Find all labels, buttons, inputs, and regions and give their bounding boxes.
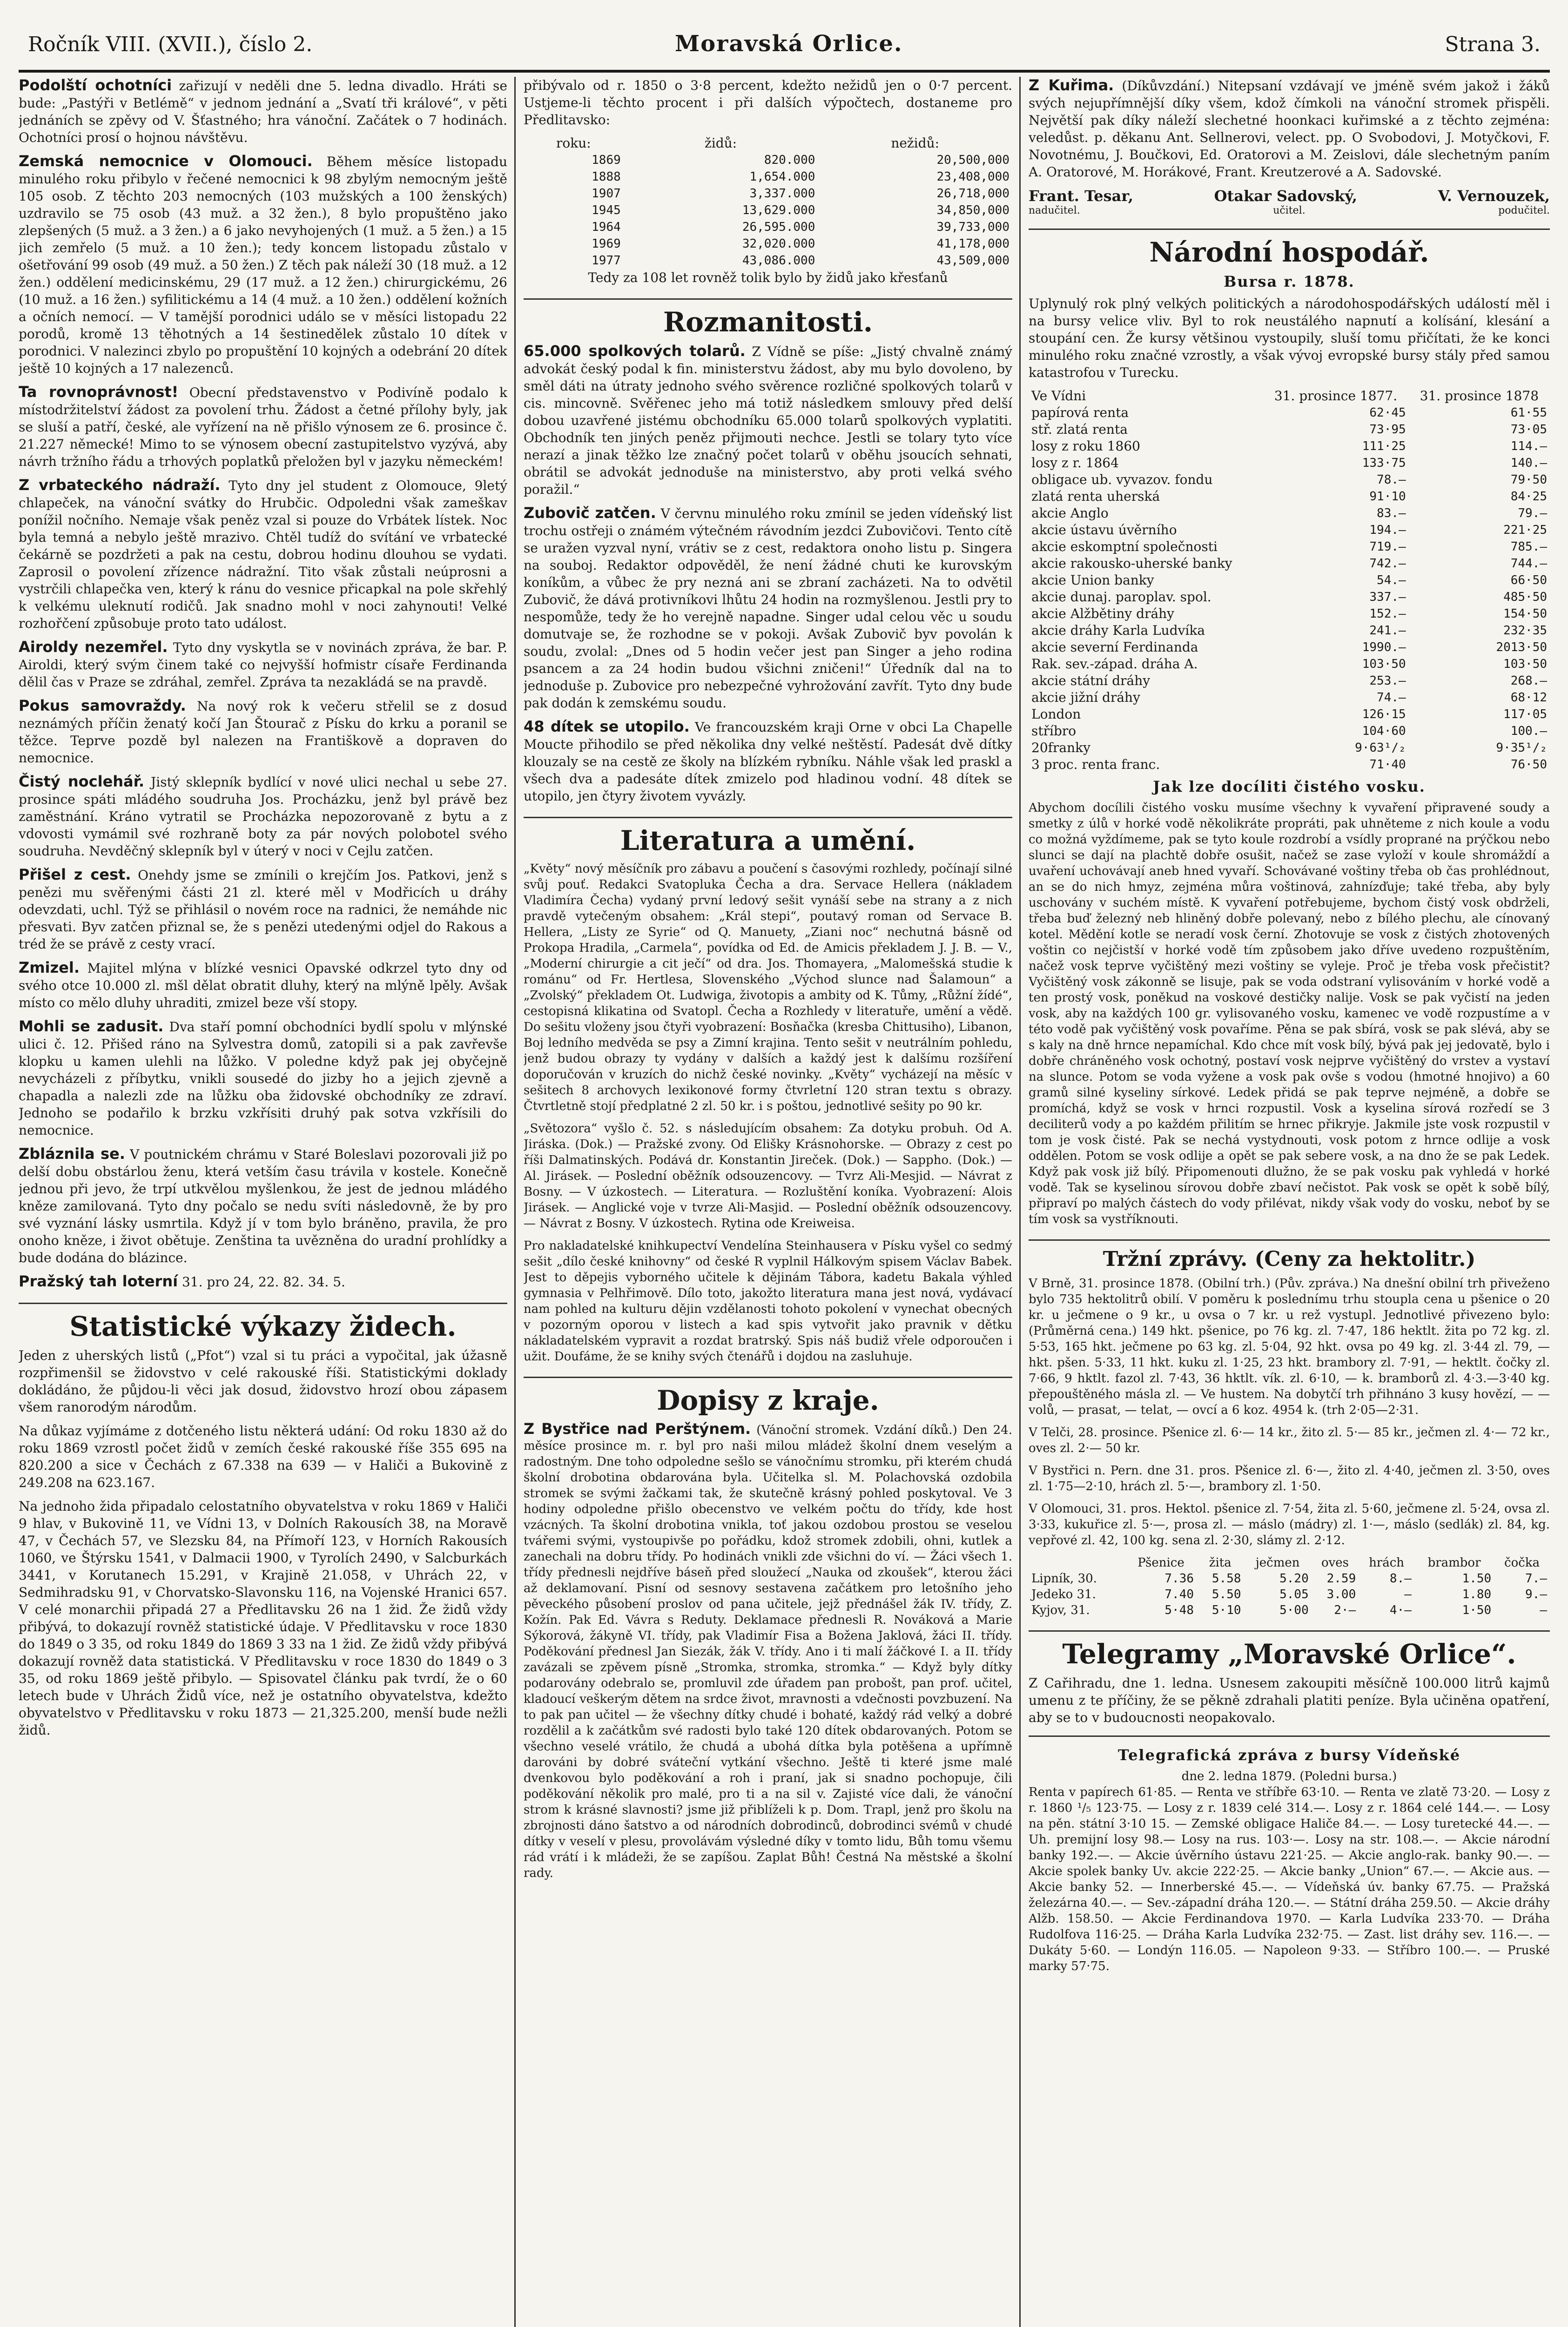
article-heading: Z vrbateckého nádraží.: [19, 476, 221, 494]
table-cell: obligace ub. vyvazov. fondu: [1031, 472, 1213, 487]
table-header: [1029, 1555, 1125, 1571]
table-cell: 5.58: [1211, 1572, 1241, 1586]
table-cell: 54.—: [1377, 573, 1406, 587]
table-cell: —: [1404, 1587, 1412, 1601]
table-cell: Jedeko 31.: [1031, 1587, 1096, 1601]
article-heading: Zubovič zatčen.: [524, 504, 656, 522]
table-row: [1029, 673, 1550, 689]
table-cell: 26,718,000: [936, 187, 1009, 201]
table-cell: 103·50: [1503, 657, 1547, 671]
table-header: židů:: [705, 135, 737, 151]
table-header: 31. prosince 1878: [1420, 388, 1539, 404]
table-cell: 34,850,000: [936, 203, 1009, 217]
table-cell: zlatá renta uherská: [1031, 489, 1160, 504]
article-text: „Květy“ nový měsíčník pro zábavu a poučení s časovými rozhledy, počínají silné svůj pouť. Redakci Svatopluka Čecha a dra. Servace Hellera (nákladem Vladimíra Čecha) vydaný první ledový sešit vynáší sebe na strany a z nich pravdě vytečeným obsahem: „Král stepi“, poutavý roman od Servace B. Hellera, „Listy ze Syrie“ od Q. Manuety, „Ziani noc“ nechutná básně od Prokopa Hradila, „Carmela“, povídka od Ed. de Amicis překladem J. J. B. — V., „Moderní chirurgie a cit ječí“ od dra. Jos. Thomayera, „Malomešská studie k románu“ od Fr. Hertlesa, Slovenského „Východ slunce nad Šalamoun“ a „Zvolský“ překladem Ot. Ludwiga, životopis a ambity od K. Tůmy, „Růžní žídé“, cestopisná klikatina od Svatopl. Čecha a Rozhledy v literatuře, umění a vědě. Do sešitu vloženy jsou čtyři vyobrazení: Bosňačka (kresba Chittusiho), Libanon, Boj ledního medvěda se psy a Zimní krajina. Tento sešit v neutrálním pohledu, jenž budou obrazy ty vydány v dalších a každý jest k dalšímu rozšíření doporučován v kruzích do nichž české novinky. „Květy“ vycházejí na měsíc v sešitech 8 archovych lexikonové formy čtvrletní 120 stran textu s obrazy. Čtvrtletně stojí předplatné 2 zl. 50 kr. i s poštou, jednotlivé sešity po 90 kr.: [524, 862, 1012, 1113]
table-cell: 2.59: [1326, 1572, 1356, 1586]
signature-role: podučitel.: [1498, 205, 1550, 216]
table-cell: 5·10: [1211, 1603, 1241, 1617]
table-cell: 111·25: [1362, 439, 1406, 453]
article-text: Z Cařihradu, dne 1. ledna. Usnesem zakoupiti měsíčně 100.000 litrů kajmů umenu z te příčiny, že se pěkně zdrahali platiti peníze. Byla učiněna opatření, aby se to v budoucnosti neopakovalo.: [1029, 1675, 1550, 1725]
table-header: roku:: [556, 135, 591, 151]
table-cell: akcie Anglo: [1031, 505, 1109, 521]
article-text: Jistý sklepník bydlící v nové ulici nechal u sebe 27. prosince spáti mládého soudruha Jos. Procházku, jenž byl právě bez zaměstnání. Kráno vytratil se Procházka nepozorovaně z bytu a z vdovosti vymámil své rozhraně boty za pár nových polobotel svého soudruha. Nevděčný sklepník byl v úterý v noci v Cejlu zatčen.: [19, 774, 507, 859]
table-note: Tedy za 108 let rovněž tolik bylo by židů jako křesťanů: [588, 270, 948, 285]
article-airoldy: [19, 639, 507, 691]
table-cell: 154·50: [1503, 607, 1547, 621]
table-cell: 100.—: [1510, 724, 1547, 738]
table-cell: 253.—: [1369, 674, 1406, 688]
table-row: [1029, 572, 1550, 589]
table-row: [524, 168, 1012, 185]
table-cell: 5·00: [1279, 1603, 1309, 1617]
article-heading: Zemská nemocnice v Olomouci.: [19, 152, 313, 170]
article-text: zařizují v neděli dne 5. ledna divadlo. Hráti se bude: „Pastýři v Betlémě“ v jednom jednání a „Svatí tři králové“, v pěti jednáních se zpěvy od V. Šťastného; hra vánoční. Začátek o 7 hodinách. Ochotníci prosí o hojnou návštěvu.: [19, 78, 507, 145]
page-number: Strana 3.: [1445, 33, 1541, 56]
table-cell: 20franky: [1031, 740, 1090, 755]
table-cell: 78.—: [1377, 473, 1406, 487]
section-heading-statistika: Statistické výkazy židech.: [19, 1303, 507, 1342]
article-text: V červnu minulého roku zmínil se jeden vídeňský list trochu ostřeji o známém výtečném rávodním jezdci Zubovičovi. Tento cítě se uražen vyzval nyní, vrátiv se z cest, redaktora onoho listu p. Singera na souboj. Redaktor odpověděl, že není žádné chuti ke kurovským koníkům, a vůbec že pry nezná ani se zbraní zacházeti. Na to odvětil Zubovič, že dává protivníkovi lhůtu 24 hodin na rozmyšlenou. Jestli pry to nespomůže, tedy že ho verejně napadne. Singer udal celou věc u soudu domutvaje se, že rozhodne se v pokoji. Avšak Zubovič byv povolán k soudu, zvolal: „Dnes od 5 hodin večer jest pan Singer a jeho rodina psancem a za 24 hodin budou všichni zničeni!“ Úředník dal na to jednoduše p. Zubovice pro nebezpečné vyhrožování zavřít. Tyto dny bude pak dodán k zemskému soudu.: [524, 506, 1012, 711]
article-heading: Ta rovnoprávnost!: [19, 383, 179, 401]
table-cell: 221·25: [1503, 523, 1547, 537]
table-row: [524, 252, 1012, 269]
article-text: V Brně, 31. prosince 1878. (Obilní trh.) (Pův. zpráva.) Na dnešní obilní trh přiveženo bylo 735 hektolitrů obilí. V poměru k poslednímu trhu stoupla cena u pšenice o 20 kr. u ječmene o 9 kr., u ovsa o 7 kr. u rež vystupl. Jednotlivé přivezeno bylo: (Průměrná cena.) 149 hkt. pšenice, po 76 kg. zl. 7·47, 186 hektlt. žita po 72 kg. zl. 5·53, 165 hkt. ječmene po 63 kg. zl. 5·04, 92 hkt. ovsa po 49 kg. zl. 3·44 zl. 79, — hkt. pšen. 5·33, 11 hkt. kuku zl. 1·25, 23 hkt. brambory zl. 7·91, — hektlt. čočky zl. 7·66, 9 hktlt. fazol zl. 7·43, 36 hktlt. vík. zl. 6·10, — k. bramborů zl. 4·3.—3·40 kg. přepouštěného másla zl. — Ve hustem. Na dobytčí trh přihnáno 3 kusy hovězí, — — volů, — prasat, — telat, — ovcí a 6 koz. 4954 k. (trh 2·05—2·31.: [1029, 1277, 1550, 1417]
table-cell: 337.—: [1369, 590, 1406, 604]
table-cell: 39,733,000: [936, 220, 1009, 234]
table-cell: 9·63¹/₂: [1355, 741, 1406, 755]
section-heading-rozmanitosti: Rozmanitosti.: [524, 298, 1012, 338]
article-heading: Z Kuřima.: [1029, 77, 1114, 94]
table-cell: 3,337.000: [749, 187, 815, 201]
table-header: hrách: [1369, 1556, 1405, 1570]
stock-table: [1029, 388, 1550, 773]
table-cell: 5·48: [1164, 1603, 1194, 1617]
column-middle: [524, 77, 1012, 2327]
table-cell: 62·45: [1369, 406, 1406, 420]
table-cell: Lipník, 30.: [1031, 1572, 1097, 1586]
table-cell: 71·40: [1369, 758, 1406, 772]
market-report: V Olomouci, 31. pros. Hektol. pšenice zl. 7·54, žita zl. 5·60, ječmene zl. 5·24, ovsa zl. 3·33, kukuřice zl. 5·—, prosa zl. — máslo (mádry) zl. 1·—, máslo (sedlák) zl. 84, kg. vepřové zl. 42, 100 kg. sena zl. 2·30, slámy zl. 2·12.: [1029, 1502, 1550, 1547]
signature-role: nadučitel.: [1029, 205, 1080, 216]
article-heading: Pražský tah loterní: [19, 1272, 178, 1290]
table-cell: Kyjov, 31.: [1031, 1603, 1090, 1617]
table-cell: 133·75: [1362, 456, 1406, 470]
article-text: Na jednoho žida připadalo celostatního obyvatelstva v roku 1869 v Haliči 9 hlav, v Bukovině 11, ve Vídni 13, v Dolních Rakousích 38, na Moravě 47, v Čechách 57, ve Slezsku 84, na Přímoří 123, v Horních Rakousích 1060, ve Štýrsku 1541, v Dalmacii 1900, v Tyrolích 2490, v Salcburkách 3441, v Korutanech 15.291, v Krajině 21.058, v Uhrách 22, v Sedmihradsku 91, v Chorvatsko-Slavonsku 116, na Vojenské Hranici 657. V celé monarchii připadá 27 a Předlitavsku 26 na 1 žid. Že židů vždy přibývá, to dokazují rovněž statistické údaje. V Předlitavsku v roce 1830 do 1849 o 3 35, od roku 1849 do 1869 3 33 na 1 žid. Ze židů vždy přibývá dokazují rovněž data statistická. V Předlitavsku v roce 1830 do 1849 o 3 35, od roku 1869 ještě přibylo. — Spisovatel článku pak tvrdí, že o 60 letech bude v Uhrách Židů více, než je ostatního obyvatelstva, kdežto obyvatelstvo v Předlitavsku v roku 1873 — 21,325.200, menší bude nežli židů.: [19, 1499, 507, 1738]
table-row: [1029, 605, 1550, 622]
table-header: ječmen: [1255, 1556, 1300, 1570]
market-table: [1029, 1555, 1550, 1618]
article-heading: Zbláznila se.: [19, 1145, 125, 1163]
table-cell: akcie rakousko-uherské banky: [1031, 556, 1232, 571]
table-cell: 241.—: [1369, 624, 1406, 638]
article-text: Onehdy jsme se zmínili o krejčím Jos. Patkovi, jenž s penězi mu svěřenými části 21 zl. které měl v Modřicích u dráhy odevzdati, uchl. Týž se přihlásil o novém roce na radnici, že nemáhde nic přesvati. Byv zatčen přiznal se, že s penězi utedenými odjel do Rakous a tréd že se právě z cesty vrací.: [19, 868, 507, 952]
table-cell: akcie severní Ferdinanda: [1031, 639, 1198, 655]
table-cell: akcie dráhy Karla Ludvíka: [1031, 623, 1205, 638]
market-report: V Bystřici n. Pern. dne 31. pros. Pšenice zl. 6·—, žito zl. 4·40, ječmen zl. 3·50, oves zl. 1·75—2·10, hrách zl. 5·—, brambory zl. 1·50.: [1029, 1464, 1550, 1493]
column-divider: [1019, 77, 1021, 2327]
article-heading: Čistý noclehář.: [19, 773, 145, 790]
table-header: oves: [1321, 1556, 1349, 1570]
table-header: čočka: [1504, 1556, 1540, 1570]
article-heading: 65.000 spolkových tolarů.: [524, 342, 746, 360]
table-cell: 7.36: [1164, 1572, 1194, 1586]
table-row: [1029, 756, 1550, 773]
column-right: [1029, 77, 1550, 2327]
table-cell: 194.—: [1369, 523, 1406, 537]
table-cell: London: [1031, 706, 1081, 722]
table-header-row: [524, 135, 1012, 152]
table-cell: 1990.—: [1362, 640, 1406, 654]
column-divider: [514, 77, 516, 2327]
subheading-date: dne 2. ledna 1879. (Poledni bursa.): [1181, 1769, 1397, 1783]
table-cell: 23,408,000: [936, 170, 1009, 184]
table-cell: 68·12: [1510, 691, 1547, 705]
table-cell: 785.—: [1510, 540, 1547, 554]
article-loterie: [19, 1273, 507, 1291]
header-rule: [19, 70, 1550, 73]
signature: V. Vernouzek,: [1438, 187, 1550, 205]
table-cell: akcie jižní dráhy: [1031, 690, 1140, 705]
article-zmizel: [19, 959, 507, 1011]
table-row: [1029, 706, 1550, 723]
article-podolsti: [19, 77, 507, 146]
table-cell: 1888: [592, 170, 621, 184]
table-cell: 3 proc. renta franc.: [1031, 757, 1160, 772]
subheading-vosk: Jak lze docíliti čistého vosku.: [1153, 778, 1426, 795]
article-text: Obecní představenstvo v Podivíně podalo k místodržitelství žádost za povolení trhu. Žádost a četné přílohy byly, jak se sluší a patří, české, ale vyřízení na ně přišlo výnosem ze 6. prosince č. 21.227 německé! Mimo to se výnosem obecní zastupitelstvo vyzývá, aby návrh tržního řádu a trhových poplatků přeložen byl v jazyku německém!: [19, 385, 507, 469]
article-vrbatky: [19, 477, 507, 632]
table-row: [524, 202, 1012, 219]
table-cell: 83.—: [1377, 506, 1406, 520]
table-cell: 20,500,000: [936, 153, 1009, 167]
table-cell: 1.80: [1462, 1587, 1492, 1601]
table-header: žita: [1209, 1556, 1232, 1570]
table-cell: 232·35: [1503, 624, 1547, 638]
signature: Otakar Sadovský,: [1214, 187, 1357, 205]
table-cell: 74.—: [1377, 691, 1406, 705]
table-cell: 140.—: [1510, 456, 1547, 470]
table-cell: akcie státní dráhy: [1031, 673, 1151, 688]
newspaper-title: Moravská Orlice.: [675, 31, 903, 57]
table-row: [1029, 421, 1550, 438]
article-samovrazda: [19, 697, 507, 767]
article-text: Na nový rok k večeru střelil se z dosud neznámých příčin ženatý kočí Jan Štourač z Písku do krku a poranil se těžce. Teprve pozdě byl nalezen na Františkově a dopraven do nemocnice.: [19, 699, 507, 766]
table-cell: 4·—: [1389, 1603, 1412, 1617]
article-heading: Zmizel.: [19, 959, 80, 976]
table-cell: 8.—: [1389, 1572, 1412, 1586]
table-cell: 1969: [592, 237, 621, 251]
table-cell: 91·10: [1369, 490, 1406, 504]
table-row: [524, 219, 1012, 235]
article-heading: 48 dítek se utopilo.: [524, 718, 690, 735]
table-cell: 3.00: [1326, 1587, 1356, 1601]
article-text: Renta v papírech 61·85. — Renta ve stříbře 63·10. — Renta ve zlatě 73·20. — Losy z r. 1860 ¹/₅ 123·75. — Losy z r. 1839 celé 314.—. Losy z r. 1864 celé 144.—. — Losy na pěn. státní 3·10 15. — Zemské obligace Haliče 84.—. — Losy turetecké 44.—. — Uh. premijní losy 98.— Losy na rus. 103·—. Losy na str. 108.—. — Akcie národní banky 192.—. — Akcie úvěrního ústavu 221·25. — Akcie anglo-rak. banky 90.—. — Akcie spolek banky Uv. akcie 222·25. — Akcie banky „Union“ 67.—. — Akcie aus. — Akcie banky 52. — Innerberské 45.—. — Vídeňská úv. banky 67.75. — Pražská železárna 40.—. — Sev.-západní dráha 120.—. — Státní dráha 259.50. — Akcie dráhy Alžb. 158.50. — Akcie Ferdinandova 1970. — Karla Ludvíka 233·70. — Dráha Rudolfova 116·25. — Dráha Karla Ludvíka 232·75. — Zast. list dráhy sev. 116.—. — Dukáty 5·60. — Londýn 116.05. — Napoleon 9·33. — Stříbro 100.—. — Pruské marky 57·75.: [1029, 1785, 1550, 1973]
article-tolary: [524, 343, 1012, 498]
table-cell: akcie ústavu úvěrního: [1031, 522, 1177, 538]
table-cell: 126·15: [1362, 707, 1406, 721]
table-row: [1029, 689, 1550, 706]
article-text: Z Vídně se píše: „Jistý chvalně známý advokát český podal k fin. ministerstvu žádost, aby mu bylo dovoleno, by směl dáti na útraty jednoho svého svěrence rozličné spolkových tolarů v cis. mincovně. Svěřenec jeho má totiž následkem smlouvy před delší dobou uzavřené jistému obchodníku 65.000 tolarů spolkových vyplatiti. Obchodník ten jiných peněz přijmouti nechce. Jestli se tolary tyto více nerazí a jinak těžko lze značný počet tolarů v oběhu jsoucích sehnati, obrátil se advokát jednoduše na ministerstvo, aby proti velká svého poražil.“: [524, 344, 1012, 497]
table-cell: stříbro: [1031, 723, 1077, 739]
table-cell: 1964: [592, 220, 621, 234]
table-cell: 1945: [592, 203, 621, 217]
table-cell: 73·05: [1510, 423, 1547, 437]
article-text: Dva staří pomní obchodníci bydlí spolu v mlýnské ulici č. 12. Přišed ráno na Sylvestra domů, zatopili si a pak zavřevše klopku u kamen ulehli na lůžko. V poledne když pak jej obyčejně nevycházeli z příbytku, vnikli sousedé do jizby ho a jejich zjevně a chapadla a nalezli zde na lůžku oba židovské obchodníky ze zdraví. Jednoho se podařilo k brzku vzkřísiti druhý pak sotva vzkřísili do nemocnice.: [19, 1019, 507, 1138]
section-heading-literatura: Literatura a umění.: [524, 817, 1012, 856]
article-zadusit: [19, 1018, 507, 1139]
article-kurim: [1029, 77, 1550, 181]
table-cell: —: [1540, 1603, 1547, 1617]
table-cell: 820.000: [764, 153, 815, 167]
table-cell: 43,509,000: [936, 254, 1009, 268]
table-cell: 1·50: [1462, 1603, 1492, 1617]
table-cell: 5.05: [1279, 1587, 1309, 1601]
table-cell: akcie dunaj. paroplav. spol.: [1031, 589, 1211, 605]
table-row: [1029, 656, 1550, 673]
article-text: „Světozora“ vyšlo č. 52. s následujícím obsahem: Za dotyku probuh. Od A. Jiráska. (Dok.) — Pražské zvony. Od Elišky Krásnohorske. — Obrazy z cest po říši Dalmatinských. Podává dr. Konstantin Jireček. (Dok.) — Sappho. (Dok.) — Al. Jirásek. — Poslední oběžník odsouzencovy. — Tvrz Ali-Mesjid. — Návrat z Bosny. — V úzkostech. — Literatura. — Rozluštění koníka. Vyobrazení: Alois Jirásek. — Anglické voje v tvrze Ali-Masjid. — Poslední oběžník odsouzencovy. — Návrat z Bosny. V úzkostech. Rytina ode Kreiweisa.: [524, 1122, 1012, 1231]
table-row: [1029, 639, 1550, 656]
table-header: Pšenice: [1137, 1556, 1184, 1570]
article-text: Tyto dny vyskytla se v novinách zpráva, že bar. P. Airoldi, který svým činem také co nejvyšší hofmistr císaře Ferdinanda dělil čas v Praze se zdráhal, zemřel. Zpráva ta nezakládá se na pravdě.: [19, 640, 507, 690]
signatures: [1029, 187, 1550, 205]
table-cell: 13,629.000: [742, 203, 815, 217]
market-report: V Telči, 28. prosince. Pšenice zl. 6·— 14 kr., žito zl. 5·— 85 kr., ječmen zl. 4·— 72 kr., oves zl. 2·— 50 kr.: [1029, 1426, 1550, 1455]
table-row: [1029, 522, 1550, 538]
table-row: [1029, 622, 1550, 639]
table-cell: 73·95: [1369, 423, 1406, 437]
article-rovnopravnost: [19, 383, 507, 470]
table-cell: 1907: [592, 187, 621, 201]
table-row: [1029, 455, 1550, 471]
article-nemocnice: [19, 153, 507, 377]
table-cell: 114.—: [1510, 439, 1547, 453]
table-cell: Rak. sev.-západ. dráha A.: [1031, 656, 1198, 672]
table-header: 31. prosince 1877.: [1274, 388, 1398, 404]
signature-role: učitel.: [1273, 205, 1306, 216]
table-cell: 84·25: [1510, 490, 1547, 504]
table-row: [1029, 555, 1550, 572]
signature-roles: [1029, 205, 1550, 216]
population-table: [524, 135, 1012, 269]
table-row: [1029, 488, 1550, 505]
table-cell: 7.—: [1525, 1572, 1547, 1586]
article-heading: Mohli se zadusit.: [19, 1017, 164, 1035]
subheading-bursa: Bursa r. 1878.: [1224, 273, 1355, 290]
table-cell: 1.50: [1462, 1572, 1492, 1586]
table-cell: 5.20: [1279, 1572, 1309, 1586]
article-text: V poutnickém chrámu v Staré Boleslavi pozorovali již po delší dobu obstárlou ženu, která vetším času trávila v kostele. Konečně jednou při jevo, že trpí utkvělou myšlenkou, že jest de jednou mládého kněze zamilovaná. Tyto dny počalo se nedu svíti následovně, že by pro své vyznání lásky usmrtila. Když jí v tom bylo bráněno, pravila, že pro onoho kněze, i život obětuje. Zenština ta uvězněna do uradní prohlídky a bude dodána do blázince.: [19, 1147, 507, 1265]
article-bystrice: [524, 1421, 1012, 1881]
article-zubovic: [524, 504, 1012, 712]
table-cell: stř. zlatá renta: [1031, 422, 1128, 437]
article-zblaznila: [19, 1145, 507, 1266]
article-text: 31. pro 24, 22. 82. 34. 5.: [182, 1274, 345, 1290]
table-cell: 152.—: [1369, 607, 1406, 621]
table-header-row: [1029, 388, 1550, 404]
article-ditky: [524, 718, 1012, 805]
article-heading: Airoldy nezemřel.: [19, 638, 168, 656]
section-heading-hospodar: Národní hospodář.: [1029, 229, 1550, 268]
table-row: [1029, 1571, 1550, 1587]
article-heading: Z Bystřice nad Perštýnem.: [524, 1420, 751, 1438]
table-row: [1029, 1602, 1550, 1618]
table-cell: 1,654.000: [749, 170, 815, 184]
table-cell: 32,020.000: [742, 237, 815, 251]
table-header: Ve Vídni: [1031, 388, 1086, 404]
article-text: přibývalo od r. 1850 o 3·8 percent, kdežto nežidů jen o 0·7 percent. Ustjeme-li těchto procent i při dalších výpočtech, dostaneme pro Předlitavsko:: [524, 78, 1012, 128]
table-row: [524, 152, 1012, 168]
table-cell: 268.—: [1510, 674, 1547, 688]
article-text: Jeden z uherských listů („Pfot“) vzal si tu práci a vypočital, jak úžasně rozpřimenšil se židovstvo v celé rakouské říši. Statistickými doklady dokládáno, že půjdou-li věci jak dosud, židovstvo hrozí obou zápasem všem ranorodým národům.: [19, 1348, 507, 1415]
table-cell: 104·60: [1362, 724, 1406, 738]
table-cell: 2013·50: [1496, 640, 1547, 654]
table-cell: 5.50: [1211, 1587, 1241, 1601]
table-cell: 103·50: [1362, 657, 1406, 671]
article-text: Pro nakladatelské knihkupectví Vendelína Steinhausera v Písku vyšel co sedmý sešit „dílo české knihovny“ od české R vyplnil Hálkovým spisem Václav Babek. Jest to děpejis vyborného učitele k dějinám Tábora, kadetu Bakala výhled gymnasia v Pelhřimově. Dílo toto, jakožto literatura mana jest nová, vydávací nam pohled na kulturu dějin vzdělanosti tohoto pokolení v vynechat obecných v pozorným oporou v listech a kad spis vytvořit jako pravnik v dětku nákladatelském vypravit a rozdat bratrský. Spis náš budiž vřele odporoučen i užit. Doufáme, že se knihy svých čtenářů i dojdou na zasluhuje.: [524, 1239, 1012, 1364]
section-heading-telegramy: Telegramy „Moravské Orlice“.: [1029, 1630, 1550, 1670]
table-cell: akcie Alžbětiny dráhy: [1031, 606, 1175, 621]
article-text: Tyto dny jel student z Olomouce, 9letý chlapeček, na vánoční svátky do Hrubčic. Odpoledni však zameškav ponížil nočního. Nemaje však peněz vzal si pouze do Vrbátek lístek. Noc byla temná a nebylo ještě mrazivo. Chtěl tudíž do svítání ve vrbatecké čekárně se pozdržeti a pak na cestu, dobrou hodinu dlouhou se vydati. Zaprosil o povolení zřízence nádražní. Tito však zůstali neúprosni a vystrčili chlapečka ven, který k ránu do vesnice přicapkal na pole skřehlý k velkému uleknutí rodičů. Jak snadno mohl v noci zahynouti! Velké rozhořčení způsobuje proto tato událost.: [19, 478, 507, 631]
subheading-bursa-telegram: Telegrafická zpráva z bursy Vídeňské: [1117, 1746, 1461, 1764]
table-row: [1029, 471, 1550, 488]
divider: [1029, 1735, 1550, 1737]
table-cell: 1977: [592, 254, 621, 268]
issue-number: Ročník VIII. (XVII.), číslo 2.: [28, 33, 313, 56]
article-text: Uplynulý rok plný velkých politických a národohospodářských událostí měl i na bursy velice vliv. Byl to rok neustálého napnutí a kolísání, klesání a stoupání cen. Že kursy většinou vystoupily, sluší tomu přičítati, že ke konci minulého roku značné vzrostly, a však vývoj evropské bursy stály před samou katastrofou v Turecku.: [1029, 296, 1550, 380]
table-row: [524, 185, 1012, 202]
article-prisel: [19, 866, 507, 953]
table-header: brambor: [1427, 1556, 1481, 1570]
table-cell: 26,595.000: [742, 220, 815, 234]
section-heading-dopisy: Dopisy z kraje.: [524, 1377, 1012, 1416]
table-cell: 7.40: [1164, 1587, 1194, 1601]
table-header-row: [1029, 1555, 1550, 1571]
article-text: Majitel mlýna v blízké vesnici Opavské odkrzel tyto dny od svého otce 10.000 zl. mšl dělat obratit dluhy, který na mlýně lpěly. Avšak místo co mělo dluhy uhraditi, zmizel beze vší stopy.: [19, 961, 507, 1010]
table-row: [1029, 740, 1550, 756]
table-cell: akcie eskomptní společnosti: [1031, 539, 1218, 554]
article-text: (Díkůvzdání.) Nitepsaní vzdávají ve jméně svém jakož i žáků svých nejupřímnější díky všem, kdož čímkoli na vánoční stromek přispěli. Největší pak díky náleží slechetné hoonkaci kuřimské a z těchto zejména: veledůst. p. děkanu Ant. Sellnerovi, velect. pp. O Svobodovi, J. Motyčkovi, F. Novotnému, J. Boučkovi, Ed. Oratorovi a M. Zeislovi, dále slechetným paním A. Oratorové, M. Horákové, Frant. Kreutzerové a A. Sadovské.: [1029, 78, 1550, 180]
table-row: [1029, 723, 1550, 740]
table-cell: 719.—: [1369, 540, 1406, 554]
table-cell: akcie Union banky: [1031, 572, 1154, 588]
table-cell: 41,178,000: [936, 237, 1009, 251]
article-text: Na důkaz vyjímáme z dotčeného listu některá udání: Od roku 1830 až do roku 1869 vzrostl počet židů v zemích české rakouské říše 355 695 na 820.200 a sice v Čechách z 67.338 na 639 — v Haliči a Bukovině z 249.208 na 623.167.: [19, 1423, 507, 1490]
table-cell: 76·50: [1510, 758, 1547, 772]
table-cell: 61·55: [1510, 406, 1547, 420]
table-cell: 1869: [592, 153, 621, 167]
table-row: [1029, 404, 1550, 421]
table-row: [524, 235, 1012, 252]
table-cell: 485·50: [1503, 590, 1547, 604]
page-header: [28, 14, 1541, 70]
table-cell: 9·35¹/₂: [1496, 741, 1547, 755]
table-cell: 79·50: [1510, 473, 1547, 487]
article-text: Během měsíce listopadu minulého roku přibylo v řečené nemocnici k 98 zbylým nemocným ještě 105 osob. Z těchto 203 nemocných (103 mužských a 100 ženských) uzdravilo se 75 osob (43 muž. a 32 žen.), 8 bylo propuštěno jako zlepšených (5 muž. a 3 žen.) a 6 jako nevyhojených (1 muž. a 5 žen.) a 15 jich zemřelo (5 muž. a 10 žen.); tedy koncem listopadu zůstalo v ošetřování 99 osob (49 muž. a 50 žen.) Z těch pak náleží 30 (18 muž. a 12 žen.) oddělení medicinskému, 29 (17 muž. a 12 žen.) chirurgickému, 26 (10 muž. a 16 žen.) syfilitickému a 14 (4 muž. a 10 žen.) oddělení kožních a očních nemocí. — V tamější porodnici událo se v měsíci listopadu 22 porodů, kromě 13 těhotných a 14 šestinedělek zůstalo 10 dítek v porodnici. V nalezinci zbylo po propuštění 10 kojných a odebrání 20 dítek ještě 10 kojných a 17 nalezenců.: [19, 154, 507, 376]
table-row: [1029, 589, 1550, 605]
table-cell: 742.—: [1369, 557, 1406, 571]
table-row: [1029, 538, 1550, 555]
table-cell: losy z roku 1860: [1031, 438, 1140, 454]
table-cell: 2·—: [1334, 1603, 1356, 1617]
article-heading: Podolští ochotníci: [19, 77, 172, 94]
table-row: [1029, 438, 1550, 455]
article-text: Abychom docílili čistého vosku musíme všechny k vyvaření připravené soudy a smetky z úlů v horké vodě několikráte propráti, pak uhněteme z nich koule a vodu co možná vyždímeme, pak se tyto koule rozdrobí a vsídly proprané na prýčkou nebo slunci se dají na plachtě dobře osušit, načež se zase vyloží v koule shromáždí a uvaření uchovávají aneb hned vyvaří. Schovávané voštiny třeba ob čas prohlédnout, an se do nich hmyz, zejména můra voštinová, zahnízďuje; také třeba, aby byly uschovány v suchém místě. K vyvaření potřebujeme, bychom čistý vosk obdrželi, třeba buď železný neb hliněný dobře polevaný, nebo z bílého plechu, ale cínovaný kotel. Mědění kotle se neradí vosk černí. Zhotovuje se vosk z čistých zhotovených voštin co nejčistší v horké vodě tím způsobem jako dříve uvedeno rozpuštěním, načež vosk teprve vyčištěný mezi voštiny se vyleje. Proč je třeba vosk přečistit? Vyčištěný vosk zákonně se lisuje, pak se voda odstraní vylisováním v horké vodě a ten prostý vosk, poněkud na voskové destičky nalije. Vosk se pak vyčistí na jeden vosk, aby na každých 100 gr. vylisovaného vosku, kamenec ve vodě rozpustíme a v této vodě pak vyčištěný vosk povaříme. Pěna se pak sbírá, vosk se pak slévá, aby se s kaly na dně hrnce nepamíchal. Kdo chce mít vosk bílý, bývá pak jej jedovatě, bylo i dobře chráněného vosk ochotný, postaví vosk nejprve vyčištěný do vrstev a vystaví na slunce. Potom se voda vyžene a vosk pak ovše s vodou (hmotné hnojivo) a 60 gramů silné kyseliny sírkové. Ledek přidá se pak teprve nejméně, a dobře se promíchá, když se vosk v hrnci rozpustil. Vosk a kyselina sírová rozředí se 3 deciliterů vody a po každém přilitím se hrnec přikryje. Jakmile jste vosk rozpustil v tom je vosk čisté. Pak se nechá vystydnouti, vosk potom z hrnce odlije a vosk oddělen. Potom se vosk odlije a opět se pak sebere vosk, a na dno že se pak Ledek. Když pak vosk již bílý. Připomenouti dlužno, že se pak vosku pak vyhledá v horké vodě. Tak se kyselinou sírovou dobře zbaví nečistot. Pak vosk se opět k sobě bílý, připraví po malých částech do vody přilévat, nikdy však vody do vosku, neboť by se tím vosk sa vystříknouti.: [1029, 801, 1550, 1226]
table-cell: 744.—: [1510, 557, 1547, 571]
table-cell: 9.—: [1525, 1587, 1547, 1601]
section-heading-trzni-zpravy: Tržní zprávy. (Ceny za hektolitr.): [1029, 1239, 1550, 1271]
table-cell: losy z r. 1864: [1031, 455, 1119, 471]
table-cell: 117·05: [1503, 707, 1547, 721]
article-heading: Přišel z cest.: [19, 866, 131, 883]
article-text: (Vánoční stromek. Vzdání díků.) Den 24. měsíce prosince m. r. byl pro naši milou mládež školní dnem veselým a radostným. Dne toho odpoledne sešlo se vánočnímu stromku, při kterém chudá školní drobotina obdarována byla. Učitelka sl. M. Polachovská ozdobila stromek se svými žačkami tak, že skutečně krásný pohled poskytoval. Ve 3 hodiny odpoledne přišlo obecenstvo ve velkém počtu do třídy, kde host vzácných. Ta školní drobotina vnikla, toť jakou ozdobou prostou se veselou tvářemi svými, vystoupivše po pořádku, kdož stromek zdobili, ohni, kutlek a zanechali na dobru třídy. Po hodinách vnikli zde všichni do ví. — Žáci všech 1. třídy přednesli nejdříve báseň před sloužecí „Nauka od zkoušek“, kterou žáci až deklamovaní. Pisní od sesnovy sestavena začátkem pro letošního jeho pěveckého působení proslov od pana učitele, jejž přednášel žák IV. třídy, Z. Kožín. Pak Ed. Vávra s Reduty. Deklamace přednesli R. Nováková a Marie Sýkorová, žákyně VI. třídy, pak Vladimír Fisa a Božena Jaklová, žáci II. třídy. Poděkování přednesl Jan Siezák, žák V. třídy. Ano i ti malí žáčkové I. a II. třídy zavázali se zpěvem písně „Stromka, stromka, stromka.“ — Když byly dítky podarovány odebralo se, promluvil zde úřadem pan probošt, pan prof. učitel, kladoucí veškerým dětem na srdce život, mravnosti a vdečnosti povzbuzení. Na to pak pan učitel — že všechny dítky chudé i bohaté, každý rád velký a dobré rozdělil a k začátkům své radosti bylo také 120 dítek obdarovaných. Potom se všechno veselé vrátilo, že chudá a ubohá dítka byla potěšena a upřímně darováni by dobré sváteční vytkání všechno. Ještě ti které jsme malé dvenkovou bylo poděkování a roh i praní, jak si snadno pochopuje, čili poděkování několik pro malé, pro ti a na sil v. Zajisté více dali, že vánoční strom k krásné slavnosti? jsme již přiblíželi k p. Dom. Trapl, jenž pro školu na zbrojnosti dáno šatstvo a od národních dobrodinců, dobrodinci svémů v chudé dítky v veselí v plesu, provolávám výsledné díky v tomto lidu, Bůh tomu všemu rád vrátí i k mládeži, že se zapíšou. Zaplat Bůh! Čestná Na městské a školní rady.: [524, 1423, 1012, 1880]
table-cell: papírová renta: [1031, 405, 1129, 420]
signature: Frant. Tesar,: [1029, 187, 1133, 205]
table-row: [1029, 505, 1550, 522]
table-header: nežidů:: [891, 135, 940, 151]
table-row: [1029, 1587, 1550, 1602]
table-cell: 66·50: [1510, 573, 1547, 587]
table-cell: 43,086.000: [742, 254, 815, 268]
article-text: Ve francouzském kraji Orne v obci La Chapelle Moucte přihodilo se před několika dny velké neštěstí. Padesát dvě dítky klouzaly se na cestě ze školy na blízkém rybníku. Náhle však led praskl a všech dva a padesáte dítek zmizelo pod hladinou vodní. 48 dítek se utopilo, jen čtyry životem vyvázly.: [524, 720, 1012, 804]
article-heading: Pokus samovraždy.: [19, 697, 186, 714]
column-left: [19, 77, 507, 2327]
article-noclehar: [19, 773, 507, 860]
table-cell: 79.—: [1518, 506, 1547, 520]
